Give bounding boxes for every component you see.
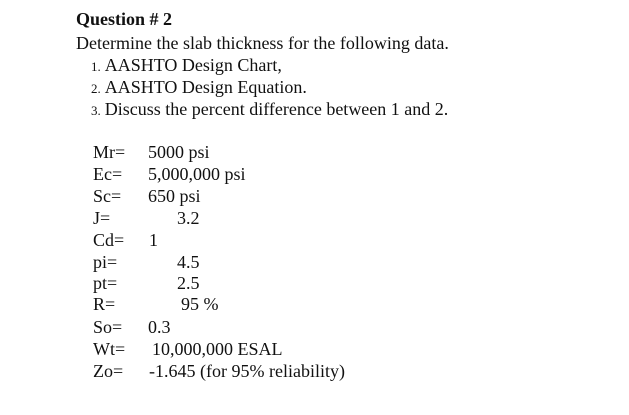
parameter-value: 3.2 [177,208,200,228]
parameter-label: Sc= [93,186,122,206]
parameter-value: 95 % [181,294,219,314]
parameter-label: Cd= [93,230,125,250]
task-text: Discuss the percent difference between 1 and 2. [104,99,449,119]
parameter-value: 5,000,000 psi [148,164,246,184]
task-number: 1. [91,59,101,74]
parameter-label: So= [93,317,123,337]
task-number: 2. [91,81,101,96]
task-item [91,54,282,78]
task-text: AASHTO Design Equation. [104,77,307,97]
parameter-label: pt= [93,273,118,293]
task-number: 3. [91,103,101,118]
parameter-value: 2.5 [177,273,200,293]
task-text: AASHTO Design Chart, [104,55,282,75]
parameter-label: R= [93,294,116,314]
parameter-label: Ec= [93,164,123,184]
parameter-value: 0.3 [148,317,171,337]
parameter-value: 5000 psi [148,142,210,162]
task-item [91,98,448,122]
parameter-label: J= [93,208,111,228]
parameter-label: Wt= [93,339,126,359]
question-intro: Determine the slab thickness for the following data. [76,33,449,53]
parameter-value: 650 psi [148,186,201,206]
parameter-value: 1 [149,230,158,250]
parameter-label: Zo= [93,361,124,381]
task-item [91,76,307,100]
parameter-value: 10,000,000 ESAL [152,339,283,359]
parameter-label: pi= [93,252,118,272]
parameter-value: 4.5 [177,252,200,272]
parameter-value: -1.645 (for 95% reliability) [149,361,345,381]
parameter-label: Mr= [93,142,126,162]
question-heading: Question # 2 [76,9,173,29]
